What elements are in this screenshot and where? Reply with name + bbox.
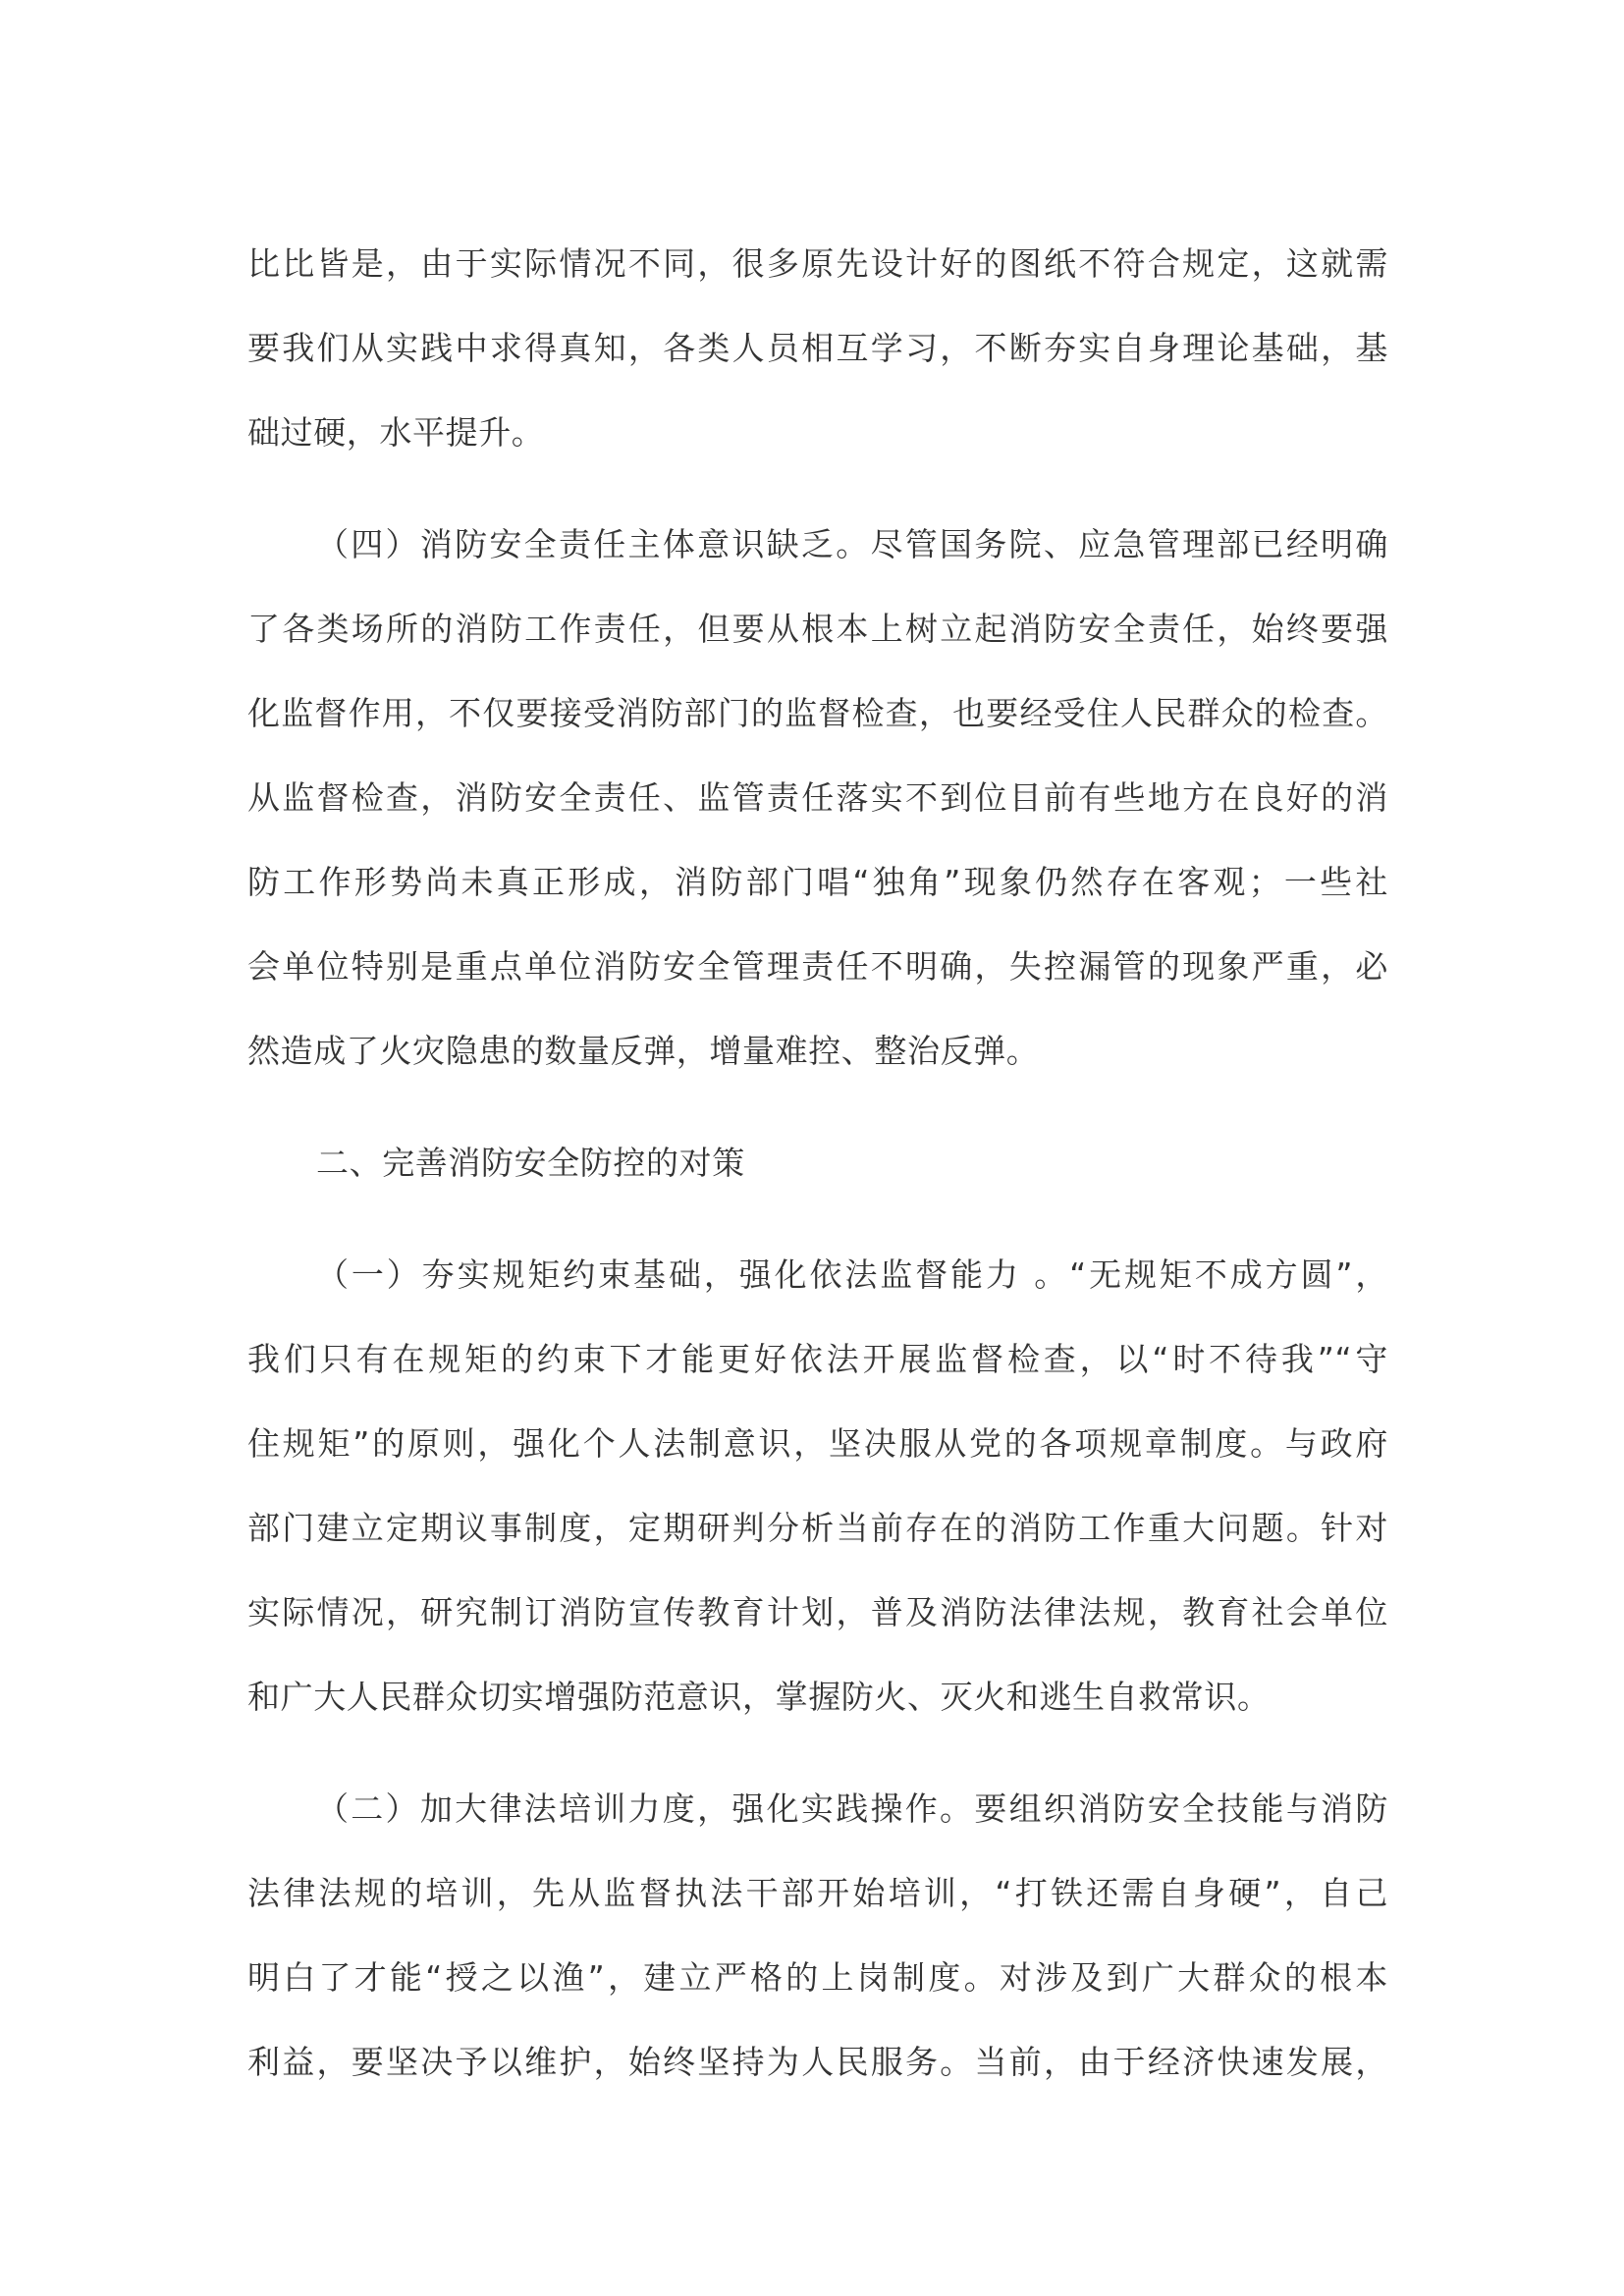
text-line: （一）夯实规矩约束基础，强化依法监督能力 。“无规矩不成方圆”， — [316, 1255, 1388, 1294]
section-heading — [247, 1121, 1388, 1205]
paragraph-subsection-2 — [247, 1767, 1388, 2105]
text-line: 住规矩”的原则，强化个人法制意识，坚决服从党的各项规章制度。与政府 — [247, 1424, 1388, 1463]
text-line: 会单位特别是重点单位消防安全管理责任不明确，失控漏管的现象严重，必 — [247, 947, 1388, 986]
document-page — [247, 222, 1388, 2105]
text-line: 了各类场所的消防工作责任，但要从根本上树立起消防安全责任，始终要强 — [247, 610, 1388, 648]
text-line: 部门建立定期议事制度，定期研判分析当前存在的消防工作重大问题。针对 — [247, 1509, 1388, 1547]
paragraph-subsection-1 — [247, 1233, 1388, 1739]
text-line: 和广大人民群众切实增强防范意识，掌握防火、灭火和逃生自救常识。 — [247, 1678, 1271, 1716]
text-line: 础过硬，水平提升。 — [247, 413, 545, 452]
text-line: 比比皆是，由于实际情况不同，很多原先设计好的图纸不符合规定，这就需 — [247, 244, 1388, 283]
text-line: 要我们从实践中求得真知，各类人员相互学习，不断夯实自身理论基础，基 — [247, 329, 1388, 367]
text-line: 利益，要坚决予以维护，始终坚持为人民服务。当前，由于经济快速发展， — [247, 2043, 1388, 2081]
text-line: 防工作形势尚未真正形成，消防部门唱“独角”现象仍然存在客观；一些社 — [247, 863, 1388, 901]
text-line: （四）消防安全责任主体意识缺乏。尽管国务院、应急管理部已经明确 — [316, 525, 1388, 563]
text-line: 实际情况，研究制订消防宣传教育计划，普及消防法律法规，教育社会单位 — [247, 1593, 1388, 1631]
heading-text: 二、完善消防安全防控的对策 — [316, 1144, 745, 1182]
text-line: 从监督检查，消防安全责任、监管责任落实不到位目前有些地方在良好的消 — [247, 778, 1388, 817]
text-line: 明白了才能“授之以渔”，建立严格的上岗制度。对涉及到广大群众的根本 — [247, 1958, 1388, 1997]
text-line: 化监督作用，不仅要接受消防部门的监督检查，也要经受住人民群众的检查。 — [247, 694, 1388, 732]
text-line: 我们只有在规矩的约束下才能更好依法开展监督检查，以“时不待我”“守 — [247, 1340, 1388, 1378]
paragraph-continuation — [247, 222, 1388, 475]
text-line: （二）加大律法培训力度，强化实践操作。要组织消防安全技能与消防 — [316, 1789, 1388, 1828]
text-line: 然造成了火灾隐患的数量反弹，增量难控、整治反弹。 — [247, 1032, 1040, 1070]
paragraph-section-4 — [247, 503, 1388, 1094]
text-line: 法律法规的培训，先从监督执法干部开始培训，“打铁还需自身硬”，自己 — [247, 1874, 1388, 1912]
